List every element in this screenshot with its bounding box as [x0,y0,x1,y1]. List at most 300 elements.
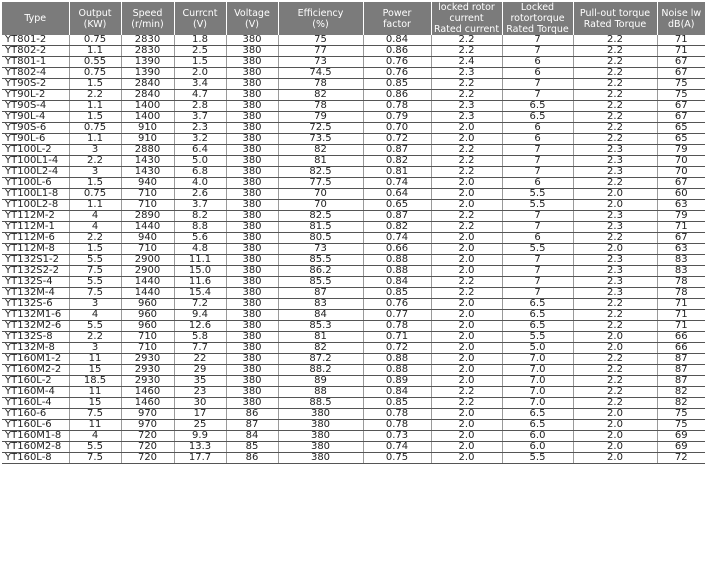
cell-noise: 87 [657,354,705,365]
cell-type: YT100L-2 [2,145,69,156]
cell-locked-rotor-torque: 6.5 [502,310,573,321]
cell-locked-rotor-current: 2.0 [431,200,502,211]
cell-type: YT801-2 [2,35,69,46]
cell-power-factor: 0.87 [363,211,431,222]
cell-efficiency: 77.5 [278,178,363,189]
cell-speed: 720 [121,431,174,442]
cell-power-factor: 0.72 [363,134,431,145]
table-row [2,57,705,68]
cell-locked-rotor-current: 2.0 [431,376,502,387]
cell-power-factor: 0.77 [363,310,431,321]
table-row [2,233,705,244]
cell-efficiency: 78 [278,101,363,112]
cell-current: 29 [174,365,226,376]
cell-power-factor: 0.82 [363,156,431,167]
cell-noise: 67 [657,233,705,244]
cell-current: 5.8 [174,332,226,343]
cell-noise: 75 [657,79,705,90]
table-row [2,255,705,266]
cell-output: 1.5 [69,79,121,90]
cell-locked-rotor-current: 2.0 [431,134,502,145]
table-row [2,266,705,277]
cell-locked-rotor-current: 2.0 [431,310,502,321]
cell-locked-rotor-torque: 7 [502,288,573,299]
cell-locked-rotor-torque: 7 [502,90,573,101]
cell-voltage: 380 [226,255,278,266]
cell-pull-out-torque: 2.0 [573,453,657,464]
table-row [2,112,705,123]
cell-speed: 960 [121,310,174,321]
cell-locked-rotor-torque: 7 [502,211,573,222]
cell-power-factor: 0.85 [363,398,431,409]
cell-pull-out-torque: 2.2 [573,233,657,244]
table-row [2,46,705,57]
cell-speed: 2840 [121,79,174,90]
cell-type: YT132M-8 [2,343,69,354]
cell-current: 17 [174,409,226,420]
cell-efficiency: 380 [278,420,363,431]
cell-voltage: 380 [226,354,278,365]
cell-voltage: 86 [226,453,278,464]
cell-output: 1.5 [69,112,121,123]
cell-locked-rotor-torque: 6 [502,178,573,189]
cell-speed: 720 [121,442,174,453]
cell-output: 5.5 [69,255,121,266]
cell-pull-out-torque: 2.0 [573,442,657,453]
cell-efficiency: 85.3 [278,321,363,332]
cell-speed: 1390 [121,68,174,79]
cell-type: YT160M1-8 [2,431,69,442]
cell-noise: 70 [657,167,705,178]
cell-voltage: 380 [226,90,278,101]
cell-speed: 1430 [121,156,174,167]
cell-locked-rotor-torque: 6 [502,134,573,145]
cell-type: YT90L-6 [2,134,69,145]
cell-power-factor: 0.86 [363,90,431,101]
cell-efficiency: 380 [278,453,363,464]
cell-speed: 1440 [121,288,174,299]
cell-locked-rotor-torque: 7 [502,266,573,277]
cell-locked-rotor-current: 2.3 [431,112,502,123]
cell-voltage: 380 [226,57,278,68]
cell-type: YT132M1-6 [2,310,69,321]
cell-noise: 71 [657,46,705,57]
cell-voltage: 380 [226,145,278,156]
cell-noise: 65 [657,134,705,145]
cell-type: YT160L-8 [2,453,69,464]
cell-efficiency: 88 [278,387,363,398]
cell-voltage: 380 [226,310,278,321]
cell-type: YT90S-4 [2,101,69,112]
cell-type: YT132S-6 [2,299,69,310]
cell-noise: 87 [657,365,705,376]
cell-power-factor: 0.78 [363,101,431,112]
cell-locked-rotor-torque: 6.5 [502,299,573,310]
cell-efficiency: 73 [278,57,363,68]
cell-locked-rotor-torque: 7.0 [502,398,573,409]
cell-output: 7.5 [69,266,121,277]
cell-current: 13.3 [174,442,226,453]
cell-output: 5.5 [69,321,121,332]
cell-locked-rotor-current: 2.0 [431,189,502,200]
cell-output: 0.75 [69,189,121,200]
table-row [2,244,705,255]
cell-type: YT112M-6 [2,233,69,244]
cell-power-factor: 0.78 [363,420,431,431]
cell-output: 1.5 [69,244,121,255]
cell-pull-out-torque: 2.0 [573,332,657,343]
cell-pull-out-torque: 2.3 [573,167,657,178]
cell-efficiency: 79 [278,112,363,123]
cell-power-factor: 0.85 [363,288,431,299]
cell-efficiency: 83 [278,299,363,310]
cell-locked-rotor-torque: 7 [502,145,573,156]
cell-pull-out-torque: 2.0 [573,200,657,211]
cell-speed: 2930 [121,354,174,365]
cell-locked-rotor-current: 2.0 [431,255,502,266]
cell-locked-rotor-current: 2.0 [431,442,502,453]
cell-type: YT802-2 [2,46,69,57]
table-row [2,354,705,365]
cell-efficiency: 82 [278,90,363,101]
table-row [2,453,705,464]
cell-locked-rotor-torque: 7 [502,156,573,167]
cell-power-factor: 0.87 [363,145,431,156]
table-row [2,398,705,409]
table-row [2,376,705,387]
cell-current: 7.2 [174,299,226,310]
cell-voltage: 380 [226,101,278,112]
table-header [2,2,705,35]
cell-noise: 75 [657,90,705,101]
cell-current: 15.0 [174,266,226,277]
cell-voltage: 85 [226,442,278,453]
cell-noise: 71 [657,222,705,233]
cell-locked-rotor-torque: 5.5 [502,244,573,255]
cell-locked-rotor-torque: 5.5 [502,200,573,211]
cell-output: 3 [69,145,121,156]
cell-output: 1.1 [69,101,121,112]
table-row [2,211,705,222]
cell-voltage: 380 [226,167,278,178]
cell-speed: 710 [121,189,174,200]
cell-pull-out-torque: 2.2 [573,90,657,101]
cell-locked-rotor-torque: 6.5 [502,112,573,123]
cell-output: 1.1 [69,134,121,145]
table-row [2,310,705,321]
cell-efficiency: 85.5 [278,255,363,266]
cell-efficiency: 86.2 [278,266,363,277]
cell-current: 6.8 [174,167,226,178]
cell-output: 11 [69,387,121,398]
cell-efficiency: 74.5 [278,68,363,79]
cell-type: YT132S1-2 [2,255,69,266]
cell-power-factor: 0.72 [363,343,431,354]
cell-locked-rotor-torque: 7 [502,255,573,266]
cell-pull-out-torque: 2.0 [573,244,657,255]
table-row [2,409,705,420]
cell-pull-out-torque: 2.2 [573,376,657,387]
cell-current: 4.7 [174,90,226,101]
cell-type: YT160L-4 [2,398,69,409]
cell-noise: 69 [657,442,705,453]
cell-locked-rotor-torque: 6.5 [502,321,573,332]
cell-locked-rotor-torque: 7.0 [502,354,573,365]
table-row [2,134,705,145]
cell-pull-out-torque: 2.3 [573,222,657,233]
cell-current: 2.5 [174,46,226,57]
cell-voltage: 380 [226,123,278,134]
cell-locked-rotor-current: 2.2 [431,167,502,178]
cell-voltage: 380 [226,211,278,222]
cell-current: 7.7 [174,343,226,354]
cell-locked-rotor-current: 2.0 [431,332,502,343]
cell-speed: 710 [121,244,174,255]
cell-type: YT100L2-4 [2,167,69,178]
cell-noise: 66 [657,332,705,343]
cell-type: YT160M2-2 [2,365,69,376]
cell-power-factor: 0.89 [363,376,431,387]
table-row [2,387,705,398]
table-row [2,288,705,299]
cell-speed: 1400 [121,101,174,112]
cell-current: 3.4 [174,79,226,90]
cell-locked-rotor-current: 2.2 [431,288,502,299]
cell-speed: 2830 [121,35,174,46]
cell-type: YT160L-2 [2,376,69,387]
cell-speed: 940 [121,178,174,189]
cell-output: 11 [69,354,121,365]
cell-efficiency: 380 [278,431,363,442]
cell-current: 4.0 [174,178,226,189]
cell-current: 6.4 [174,145,226,156]
cell-pull-out-torque: 2.2 [573,101,657,112]
cell-output: 3 [69,299,121,310]
cell-pull-out-torque: 2.3 [573,255,657,266]
cell-voltage: 380 [226,233,278,244]
cell-power-factor: 0.71 [363,332,431,343]
cell-speed: 960 [121,321,174,332]
cell-locked-rotor-current: 2.2 [431,398,502,409]
cell-current: 2.3 [174,123,226,134]
cell-locked-rotor-current: 2.0 [431,266,502,277]
cell-speed: 1390 [121,57,174,68]
cell-pull-out-torque: 2.3 [573,211,657,222]
cell-power-factor: 0.65 [363,200,431,211]
cell-locked-rotor-torque: 7 [502,222,573,233]
cell-output: 7.5 [69,288,121,299]
cell-output: 4 [69,310,121,321]
cell-power-factor: 0.75 [363,453,431,464]
cell-output: 0.75 [69,35,121,46]
cell-locked-rotor-current: 2.0 [431,420,502,431]
cell-locked-rotor-current: 2.0 [431,453,502,464]
cell-speed: 2900 [121,266,174,277]
cell-current: 5.6 [174,233,226,244]
cell-current: 9.4 [174,310,226,321]
table-row [2,277,705,288]
cell-pull-out-torque: 2.2 [573,123,657,134]
cell-pull-out-torque: 2.3 [573,288,657,299]
cell-efficiency: 380 [278,409,363,420]
cell-output: 18.5 [69,376,121,387]
cell-noise: 69 [657,431,705,442]
cell-type: YT160M-4 [2,387,69,398]
cell-noise: 83 [657,266,705,277]
cell-speed: 710 [121,200,174,211]
cell-power-factor: 0.84 [363,387,431,398]
cell-locked-rotor-current: 2.0 [431,354,502,365]
cell-speed: 2880 [121,145,174,156]
cell-pull-out-torque: 2.3 [573,156,657,167]
cell-locked-rotor-current: 2.2 [431,46,502,57]
cell-locked-rotor-torque: 6.5 [502,101,573,112]
cell-efficiency: 85.5 [278,277,363,288]
cell-type: YT132S-4 [2,277,69,288]
cell-output: 2.2 [69,90,121,101]
cell-output: 15 [69,398,121,409]
cell-type: YT160-6 [2,409,69,420]
table-row [2,178,705,189]
cell-voltage: 380 [226,112,278,123]
cell-speed: 2900 [121,255,174,266]
cell-locked-rotor-torque: 6 [502,57,573,68]
column-header-current: Currcnt (V) [174,2,226,35]
cell-locked-rotor-torque: 6 [502,233,573,244]
cell-efficiency: 380 [278,442,363,453]
table-row [2,420,705,431]
cell-noise: 82 [657,387,705,398]
cell-locked-rotor-torque: 6.5 [502,409,573,420]
table-row [2,90,705,101]
cell-type: YT132S2-2 [2,266,69,277]
cell-voltage: 380 [226,277,278,288]
cell-current: 5.0 [174,156,226,167]
cell-type: YT160M1-2 [2,354,69,365]
cell-locked-rotor-current: 2.3 [431,68,502,79]
cell-voltage: 380 [226,332,278,343]
cell-output: 0.75 [69,68,121,79]
table-row [2,79,705,90]
cell-efficiency: 81 [278,332,363,343]
cell-locked-rotor-torque: 7 [502,167,573,178]
cell-locked-rotor-current: 2.2 [431,387,502,398]
cell-speed: 1430 [121,167,174,178]
cell-locked-rotor-torque: 6.0 [502,442,573,453]
cell-current: 22 [174,354,226,365]
cell-current: 11.1 [174,255,226,266]
cell-current: 23 [174,387,226,398]
cell-speed: 970 [121,420,174,431]
cell-pull-out-torque: 2.2 [573,134,657,145]
cell-speed: 2930 [121,376,174,387]
cell-efficiency: 75 [278,35,363,46]
cell-locked-rotor-torque: 6 [502,123,573,134]
cell-power-factor: 0.88 [363,255,431,266]
cell-current: 1.5 [174,57,226,68]
table-row [2,123,705,134]
cell-output: 3 [69,343,121,354]
cell-type: YT90S-6 [2,123,69,134]
cell-type: YT801-1 [2,57,69,68]
cell-pull-out-torque: 2.3 [573,145,657,156]
cell-locked-rotor-torque: 7 [502,35,573,46]
cell-noise: 72 [657,453,705,464]
cell-power-factor: 0.88 [363,354,431,365]
cell-output: 0.75 [69,123,121,134]
cell-locked-rotor-current: 2.2 [431,156,502,167]
cell-efficiency: 82.5 [278,211,363,222]
cell-noise: 87 [657,376,705,387]
cell-power-factor: 0.76 [363,57,431,68]
cell-voltage: 380 [226,222,278,233]
cell-current: 3.7 [174,200,226,211]
cell-current: 3.2 [174,134,226,145]
cell-noise: 79 [657,211,705,222]
cell-speed: 970 [121,409,174,420]
cell-voltage: 380 [226,178,278,189]
cell-locked-rotor-current: 2.2 [431,211,502,222]
cell-type: YT90L-4 [2,112,69,123]
cell-power-factor: 0.70 [363,123,431,134]
cell-current: 1.8 [174,35,226,46]
cell-efficiency: 81 [278,156,363,167]
cell-pull-out-torque: 2.2 [573,46,657,57]
cell-type: YT100L1-4 [2,156,69,167]
cell-voltage: 380 [226,398,278,409]
cell-locked-rotor-current: 2.0 [431,244,502,255]
cell-locked-rotor-torque: 6.5 [502,420,573,431]
cell-noise: 71 [657,321,705,332]
cell-power-factor: 0.88 [363,365,431,376]
cell-voltage: 380 [226,134,278,145]
cell-speed: 1460 [121,398,174,409]
cell-noise: 75 [657,420,705,431]
cell-type: YT132M-4 [2,288,69,299]
cell-voltage: 380 [226,35,278,46]
cell-output: 4 [69,222,121,233]
cell-output: 11 [69,420,121,431]
cell-output: 7.5 [69,453,121,464]
cell-speed: 2830 [121,46,174,57]
column-header-voltage: Voltage (V) [226,2,278,35]
cell-efficiency: 82 [278,145,363,156]
table-row [2,167,705,178]
cell-power-factor: 0.88 [363,266,431,277]
cell-output: 5.5 [69,442,121,453]
cell-power-factor: 0.66 [363,244,431,255]
cell-voltage: 380 [226,299,278,310]
cell-efficiency: 82.5 [278,167,363,178]
cell-locked-rotor-current: 2.0 [431,431,502,442]
cell-output: 2.2 [69,233,121,244]
cell-current: 12.6 [174,321,226,332]
cell-pull-out-torque: 2.2 [573,35,657,46]
cell-locked-rotor-current: 2.2 [431,90,502,101]
cell-power-factor: 0.79 [363,112,431,123]
table-row [2,101,705,112]
cell-voltage: 380 [226,244,278,255]
cell-power-factor: 0.74 [363,442,431,453]
column-header-efficiency: Efficiency (%) [278,2,363,35]
motor-spec-table [2,2,705,464]
cell-pull-out-torque: 2.2 [573,398,657,409]
column-header-pull-out-torque: Pull-out torque Rated Torque [573,2,657,35]
cell-efficiency: 73.5 [278,134,363,145]
cell-output: 15 [69,365,121,376]
cell-locked-rotor-current: 2.0 [431,178,502,189]
column-header-output: Output (KW) [69,2,121,35]
